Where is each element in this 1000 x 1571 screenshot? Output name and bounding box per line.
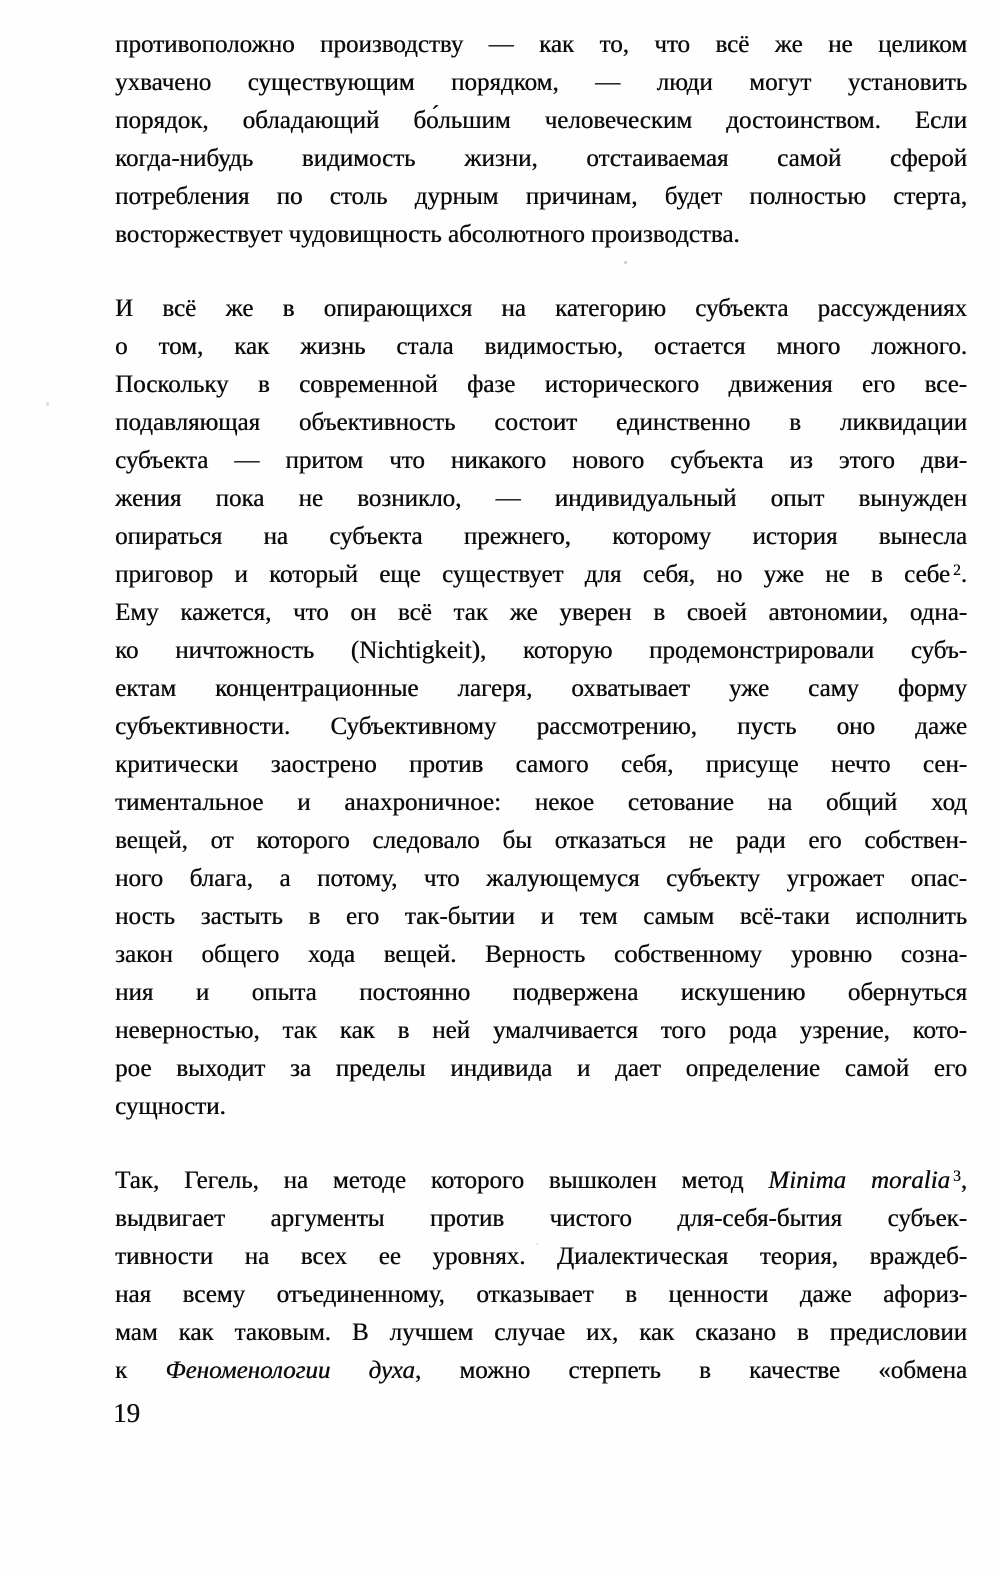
body-text: о том, как жизнь стала видимостью, остается много ложного.: [115, 333, 967, 360]
text-line: [115, 442, 967, 480]
text-line: [115, 178, 967, 216]
scan-speck: [536, 1243, 538, 1245]
body-text: потребления по столь дурным причинам, будет полностью стерта,: [115, 183, 967, 210]
text-line: [115, 366, 967, 404]
text-line: [115, 1162, 967, 1200]
page-number: 19: [113, 1398, 140, 1428]
text-line: [115, 708, 967, 746]
body-text: опираться на субъекта прежнего, которому история вынесла: [115, 523, 967, 550]
text-line: [115, 1314, 967, 1352]
text-line: [115, 784, 967, 822]
body-text: ектам концентрационные лагеря, охватывает уже саму форму: [115, 675, 967, 702]
body-text: субъективности. Субъективному рассмотрению, пусть оно даже: [115, 713, 967, 740]
body-text: ная всему отъединенному, отказывает в ценности даже афориз-: [115, 1281, 967, 1308]
text-line: [115, 974, 967, 1012]
italic-text: Феноменологии духа: [165, 1357, 415, 1384]
paragraph: [115, 290, 967, 1126]
body-text: выдвигает аргументы против чистого для-себя-бытия субъек-: [115, 1205, 967, 1232]
body-text: критически заострено против самого себя, присуще нечто сен-: [115, 751, 967, 778]
italic-text: Minima moralia: [768, 1167, 950, 1194]
body-text: неверностью, так как в ней умалчивается того рода узрение, кото-: [115, 1017, 967, 1044]
text-block: [115, 26, 967, 1390]
body-text: к: [115, 1357, 166, 1384]
body-text: ухвачено существующим порядком, — люди могут установить: [115, 69, 967, 96]
text-line: [115, 140, 967, 178]
body-text: противоположно производству — как то, что всё же не целиком: [115, 31, 967, 58]
text-line: [115, 216, 967, 254]
body-text: жения пока не возникло, — индивидуальный опыт вынужден: [115, 485, 967, 512]
text-line: [115, 1012, 967, 1050]
body-text: субъекта — притом что никакого нового субъекта из этого дви-: [115, 447, 967, 474]
body-text: ность застыть в его так-бытии и тем самым всё-таки исполнить: [115, 903, 967, 930]
body-text: Поскольку в современной фазе исторического движения его все-: [115, 371, 967, 398]
body-text: ного блага, а потому, что жалующемуся субъекту угрожает опас-: [115, 865, 967, 892]
body-text: .: [960, 561, 967, 588]
body-text: Так, Гегель, на методе которого вышколен метод: [115, 1167, 769, 1194]
scan-speck: [46, 402, 49, 406]
text-line: [115, 594, 967, 632]
body-text: сущности.: [115, 1093, 226, 1120]
body-text: приговор и который еще существует для себя, но уже не в себе: [115, 561, 950, 588]
body-text: Ему кажется, что он всё так же уверен в своей автономии, одна-: [115, 599, 967, 626]
text-line: [115, 1276, 967, 1314]
text-line: [115, 290, 967, 328]
text-line: [115, 746, 967, 784]
paragraph: [115, 1162, 967, 1390]
body-text: мам как таковым. В лучшем случае их, как сказано в предисловии: [115, 1319, 967, 1346]
body-text: ко ничтожность (Nichtigkeit), которую продемонстрировали субъ-: [115, 637, 967, 664]
text-line: [115, 480, 967, 518]
text-line: [115, 936, 967, 974]
text-line: [115, 64, 967, 102]
body-text: когда-нибудь видимость жизни, отстаиваемая самой сферой: [115, 145, 967, 172]
body-text: ,: [960, 1167, 967, 1194]
footnote-ref: 2: [953, 562, 961, 580]
body-text: тиментальное и анахроничное: некое сетование на общий ход: [115, 789, 967, 816]
text-line: [115, 556, 967, 594]
text-line: [115, 328, 967, 366]
body-text: восторжествует чудовищность абсолютного производства.: [115, 221, 740, 248]
text-line: [115, 1352, 967, 1390]
body-text: подавляющая объективность состоит единственно в ликвидации: [115, 409, 967, 436]
text-line: [115, 670, 967, 708]
body-text: закон общего хода вещей. Верность собственному уровню созна-: [115, 941, 967, 968]
body-text: вещей, от которого следовало бы отказаться не ради его собствен-: [115, 827, 967, 854]
text-line: [115, 518, 967, 556]
scan-speck: [624, 261, 627, 264]
text-line: [115, 26, 967, 64]
text-line: [115, 1050, 967, 1088]
text-line: [115, 1088, 967, 1126]
paragraph: [115, 26, 967, 254]
text-line: [115, 1238, 967, 1276]
body-text: И всё же в опирающихся на категорию субъекта рассуждениях: [115, 295, 967, 322]
body-text: ния и опыта постоянно подвержена искушению обернуться: [115, 979, 967, 1006]
footnote-ref: 3: [953, 1168, 961, 1186]
text-line: [115, 102, 967, 140]
text-line: [115, 822, 967, 860]
body-text: , можно стерпеть в качестве «обмена: [414, 1357, 967, 1384]
body-text: рое выходит за пределы индивида и дает определение самой его: [115, 1055, 967, 1082]
text-line: [115, 404, 967, 442]
body-text: тивности на всех ее уровнях. Диалектическая теория, враждеб-: [115, 1243, 967, 1270]
text-line: [115, 860, 967, 898]
body-text: порядок, обладающий бо́льшим человеческим достоинством. Если: [115, 107, 967, 134]
text-line: [115, 1200, 967, 1238]
text-line: [115, 898, 967, 936]
text-line: [115, 632, 967, 670]
